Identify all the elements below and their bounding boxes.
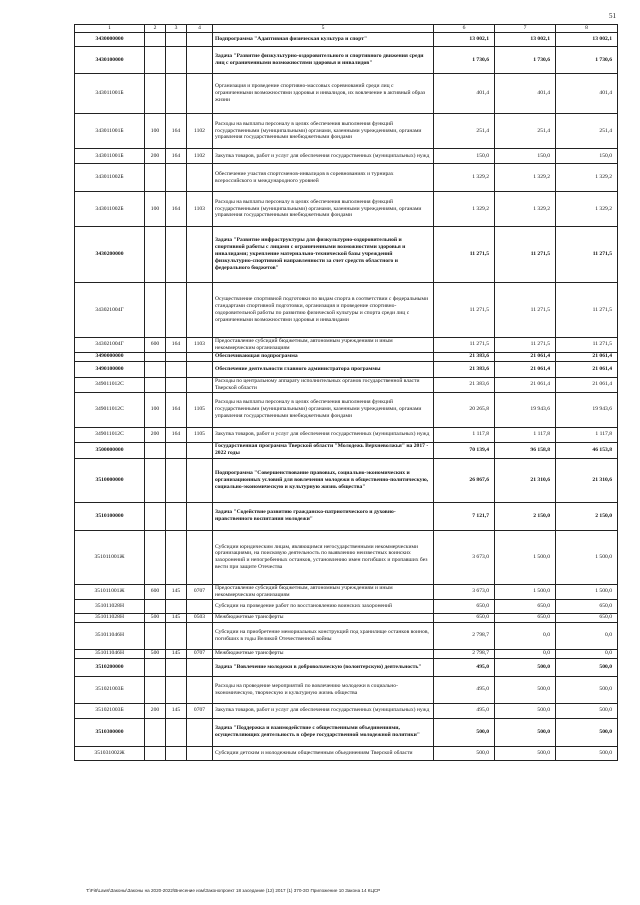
row-expense-type	[145, 502, 166, 530]
row-description: Задача "Вовлечение молодежи в добровольческую (волонтерскую) деятельность"	[213, 658, 434, 676]
row-section	[187, 442, 213, 458]
row-section: 1103	[187, 338, 213, 353]
row-amount-2021: 650,0	[495, 613, 556, 622]
table-row	[75, 33, 618, 47]
row-department	[166, 622, 187, 649]
row-amount-2022: 150,0	[556, 149, 618, 164]
row-code: 351011028Н	[75, 613, 145, 622]
row-department	[166, 352, 187, 361]
row-amount-2022: 500,0	[556, 676, 618, 703]
row-amount-2021: 11 271,5	[495, 283, 556, 338]
row-description: Обеспечивающая подпрограмма	[213, 352, 434, 361]
row-section	[187, 599, 213, 613]
row-amount-2022: 1 500,0	[556, 584, 618, 599]
row-expense-type	[145, 227, 166, 283]
row-department	[166, 47, 187, 74]
row-amount-2022: 1 117,8	[556, 427, 618, 442]
row-amount-2021: 0,0	[495, 622, 556, 649]
row-department	[166, 33, 187, 47]
row-department	[166, 227, 187, 283]
table-row	[75, 676, 618, 703]
table-row	[75, 427, 618, 442]
row-expense-type	[145, 352, 166, 361]
row-amount-2020: 1 329,2	[434, 192, 495, 227]
row-amount-2021: 401,4	[495, 74, 556, 114]
row-amount-2020: 650,0	[434, 599, 495, 613]
row-code: 3430200000	[75, 227, 145, 283]
row-code: 343011001Б	[75, 114, 145, 149]
row-description: Подпрограмма "Совершенствование правовых, социально-экономических и организационных условий для вовлечения молодежи в общественно-политическую, социально-экономическую и культурную жизнь общества"	[213, 458, 434, 502]
row-description: Задача "Содействие развитию гражданско-патриотического и духовно- нравственного воспитания молодежи"	[213, 502, 434, 530]
row-amount-2021: 21 061,4	[495, 361, 556, 377]
row-expense-type	[145, 599, 166, 613]
row-description: Субсидии на проведение работ по восстановлению воинских захоронений	[213, 599, 434, 613]
row-section	[187, 502, 213, 530]
row-expense-type: 600	[145, 338, 166, 353]
row-amount-2022: 401,4	[556, 74, 618, 114]
row-amount-2022: 2 150,0	[556, 502, 618, 530]
table-row	[75, 377, 618, 392]
row-amount-2021: 1 329,2	[495, 192, 556, 227]
row-section: 1102	[187, 149, 213, 164]
row-description: Расходы на выплаты персоналу в целях обеспечения выполнения функций государственными (муниципальными) органами, казенными учреждениями, органами управления государственными внебюджетными фондами	[213, 192, 434, 227]
row-code: 3510300000	[75, 718, 145, 746]
row-department: 164	[166, 392, 187, 427]
table-header-row	[75, 25, 618, 33]
column-number: 6	[434, 25, 495, 33]
row-section	[187, 458, 213, 502]
row-amount-2022: 21 061,4	[556, 377, 618, 392]
row-department: 145	[166, 584, 187, 599]
row-section: 0707	[187, 703, 213, 718]
row-department: 145	[166, 649, 187, 658]
row-department	[166, 283, 187, 338]
row-amount-2022: 11 271,5	[556, 338, 618, 353]
row-section	[187, 352, 213, 361]
row-code: 3500000000	[75, 442, 145, 458]
row-department: 164	[166, 338, 187, 353]
row-code: 349011012С	[75, 427, 145, 442]
table-row	[75, 149, 618, 164]
row-amount-2020: 11 271,5	[434, 227, 495, 283]
row-amount-2022: 19 943,6	[556, 392, 618, 427]
row-code: 343021004Г	[75, 283, 145, 338]
row-amount-2020: 7 121,7	[434, 502, 495, 530]
table-row	[75, 458, 618, 502]
row-amount-2022: 650,0	[556, 613, 618, 622]
row-amount-2021: 1 730,6	[495, 47, 556, 74]
row-amount-2021: 1 500,0	[495, 584, 556, 599]
row-description: Обеспечение деятельности главного администратора программы	[213, 361, 434, 377]
row-amount-2020: 2 798,7	[434, 622, 495, 649]
row-expense-type: 100	[145, 392, 166, 427]
row-description: Организация и проведение спортивно-массовых соревнований среди лиц с ограниченными возможностями здоровья и инвалидов, их вовлечение в активный образ жизни	[213, 74, 434, 114]
row-amount-2021: 21 061,4	[495, 352, 556, 361]
row-amount-2022: 0,0	[556, 649, 618, 658]
row-description: Закупка товаров, работ и услуг для обеспечения государственных (муниципальных) нужд	[213, 427, 434, 442]
table-row	[75, 584, 618, 599]
row-code: 3510200000	[75, 658, 145, 676]
row-description: Межбюджетные трансферты	[213, 613, 434, 622]
row-expense-type	[145, 283, 166, 338]
row-amount-2020: 1 730,6	[434, 47, 495, 74]
row-amount-2020: 11 271,5	[434, 338, 495, 353]
row-amount-2020: 21 383,6	[434, 377, 495, 392]
row-expense-type: 200	[145, 703, 166, 718]
row-expense-type	[145, 377, 166, 392]
row-amount-2022: 1 730,6	[556, 47, 618, 74]
row-department	[166, 599, 187, 613]
row-code: 3430100000	[75, 47, 145, 74]
row-code: 343011001Б	[75, 74, 145, 114]
table-row	[75, 352, 618, 361]
row-section	[187, 377, 213, 392]
row-code: 343011002Б	[75, 164, 145, 192]
row-code: 349011012С	[75, 377, 145, 392]
row-description: Предоставление субсидий бюджетным, автономным учреждениям и иным некоммерческим организациям	[213, 338, 434, 353]
row-amount-2020: 70 139,4	[434, 442, 495, 458]
row-amount-2021: 650,0	[495, 599, 556, 613]
row-amount-2020: 3 673,0	[434, 584, 495, 599]
row-department: 164	[166, 192, 187, 227]
row-amount-2020: 21 383,6	[434, 361, 495, 377]
row-department: 145	[166, 613, 187, 622]
row-department: 164	[166, 427, 187, 442]
row-expense-type	[145, 530, 166, 584]
row-amount-2021: 21 061,4	[495, 377, 556, 392]
row-expense-type	[145, 658, 166, 676]
row-amount-2020: 150,0	[434, 149, 495, 164]
row-section	[187, 718, 213, 746]
row-section	[187, 33, 213, 47]
table-row	[75, 718, 618, 746]
row-section	[187, 746, 213, 760]
row-department: 145	[166, 703, 187, 718]
row-section	[187, 622, 213, 649]
row-code: 343021004Г	[75, 338, 145, 353]
table-row	[75, 599, 618, 613]
row-amount-2021: 500,0	[495, 658, 556, 676]
row-amount-2020: 13 002,1	[434, 33, 495, 47]
budget-table	[74, 24, 618, 761]
row-expense-type	[145, 74, 166, 114]
row-description: Обеспечение участия спортсменов-инвалидов в соревнованиях и турнирах всероссийского и международного уровней	[213, 164, 434, 192]
row-amount-2020: 21 383,6	[434, 352, 495, 361]
column-number: 7	[495, 25, 556, 33]
table-row	[75, 613, 618, 622]
row-section: 1105	[187, 392, 213, 427]
row-department	[166, 74, 187, 114]
column-number: 1	[75, 25, 145, 33]
row-code: 351031002Ж	[75, 746, 145, 760]
row-code: 3490000000	[75, 352, 145, 361]
column-number: 4	[187, 25, 213, 33]
row-code: 351011001Ж	[75, 530, 145, 584]
row-section	[187, 164, 213, 192]
row-expense-type: 500	[145, 613, 166, 622]
table-row	[75, 502, 618, 530]
row-description: Закупка товаров, работ и услуг для обеспечения государственных (муниципальных) нужд	[213, 149, 434, 164]
table-row	[75, 622, 618, 649]
row-amount-2022: 21 310,6	[556, 458, 618, 502]
row-amount-2021: 13 002,1	[495, 33, 556, 47]
row-expense-type	[145, 33, 166, 47]
row-code: 351021003Б	[75, 676, 145, 703]
row-section: 0707	[187, 649, 213, 658]
row-amount-2022: 21 061,4	[556, 352, 618, 361]
row-code: 3510000000	[75, 458, 145, 502]
row-description: Закупка товаров, работ и услуг для обеспечения государственных (муниципальных) нужд	[213, 703, 434, 718]
row-code: 3510100000	[75, 502, 145, 530]
file-path-footer: T:\Fi6\Laws\Законы\Законы на 2020-2022\Внесение изм\Законопроект 18 заседание (12) 2017 (1) 370-ЗО Приложение 10 Закона 14 КЦСР	[86, 888, 381, 893]
row-amount-2020: 1 117,8	[434, 427, 495, 442]
column-number: 8	[556, 25, 618, 33]
row-amount-2020: 26 867,6	[434, 458, 495, 502]
row-expense-type	[145, 676, 166, 703]
row-amount-2022: 21 061,4	[556, 361, 618, 377]
table-row	[75, 74, 618, 114]
row-amount-2021: 500,0	[495, 718, 556, 746]
row-department	[166, 361, 187, 377]
row-amount-2021: 251,4	[495, 114, 556, 149]
row-amount-2020: 500,0	[434, 746, 495, 760]
row-expense-type: 100	[145, 192, 166, 227]
row-expense-type	[145, 718, 166, 746]
row-department	[166, 530, 187, 584]
table-row	[75, 392, 618, 427]
row-department	[166, 746, 187, 760]
row-amount-2021: 2 150,0	[495, 502, 556, 530]
row-amount-2022: 11 271,5	[556, 283, 618, 338]
row-description: Субсидии на приобретение мемориальных конструкций под хранилище останков воинов, погибших в годы Великой Отечественной войны	[213, 622, 434, 649]
row-amount-2022: 500,0	[556, 658, 618, 676]
row-description: Субсидии детским и молодежным общественным объединениям Тверской области	[213, 746, 434, 760]
row-department	[166, 458, 187, 502]
row-code: 351011046Н	[75, 649, 145, 658]
row-amount-2022: 46 153,8	[556, 442, 618, 458]
row-amount-2022: 251,4	[556, 114, 618, 149]
row-department	[166, 658, 187, 676]
row-amount-2022: 650,0	[556, 599, 618, 613]
row-description: Подпрограмма "Адаптивная физическая культура и спорт"	[213, 33, 434, 47]
row-department	[166, 164, 187, 192]
row-description: Межбюджетные трансферты	[213, 649, 434, 658]
row-expense-type: 100	[145, 114, 166, 149]
row-amount-2021: 500,0	[495, 746, 556, 760]
row-code: 3490100000	[75, 361, 145, 377]
row-expense-type: 200	[145, 149, 166, 164]
row-section	[187, 530, 213, 584]
row-department: 164	[166, 114, 187, 149]
row-description: Задача "Развитие физкультурно-оздоровительного и спортивного движения среди лиц с ограниченными возможностями здоровья и инвалидов"	[213, 47, 434, 74]
row-amount-2022: 500,0	[556, 746, 618, 760]
row-expense-type: 500	[145, 649, 166, 658]
row-expense-type	[145, 47, 166, 74]
row-code: 349011012С	[75, 392, 145, 427]
row-department: 164	[166, 149, 187, 164]
table-row	[75, 338, 618, 353]
column-number: 5	[213, 25, 434, 33]
row-amount-2021: 21 310,6	[495, 458, 556, 502]
table-row	[75, 361, 618, 377]
row-amount-2020: 500,0	[434, 718, 495, 746]
row-department	[166, 377, 187, 392]
row-section: 1103	[187, 192, 213, 227]
row-amount-2021: 500,0	[495, 676, 556, 703]
table-row	[75, 47, 618, 74]
row-amount-2021: 19 943,6	[495, 392, 556, 427]
row-section: 0503	[187, 613, 213, 622]
row-code: 343011001Б	[75, 149, 145, 164]
column-number: 2	[145, 25, 166, 33]
table-row	[75, 283, 618, 338]
row-description: Расходы по центральному аппарату исполнительных органов государственной власти Тверской области	[213, 377, 434, 392]
row-expense-type: 600	[145, 584, 166, 599]
row-expense-type: 200	[145, 427, 166, 442]
table-row	[75, 227, 618, 283]
row-expense-type	[145, 164, 166, 192]
row-amount-2022: 0,0	[556, 622, 618, 649]
row-amount-2022: 1 500,0	[556, 530, 618, 584]
table-row	[75, 530, 618, 584]
row-section	[187, 658, 213, 676]
row-amount-2021: 11 271,5	[495, 227, 556, 283]
table-row	[75, 746, 618, 760]
row-amount-2021: 11 271,5	[495, 338, 556, 353]
column-number: 3	[166, 25, 187, 33]
row-amount-2022: 500,0	[556, 703, 618, 718]
row-amount-2021: 0,0	[495, 649, 556, 658]
row-amount-2020: 650,0	[434, 613, 495, 622]
row-section: 0707	[187, 584, 213, 599]
row-amount-2020: 20 265,8	[434, 392, 495, 427]
row-department	[166, 502, 187, 530]
row-code: 351021003Б	[75, 703, 145, 718]
row-amount-2021: 1 117,8	[495, 427, 556, 442]
row-description: Осуществление спортивной подготовки по видам спорта в соответствии с федеральными стандартами спортивной подготовки, организация и проведение спортивно-оздоровительной работы по развитию физической культуры и спорта среди лиц с ограниченными возможностями здоровья и инвалидами	[213, 283, 434, 338]
row-section: 1105	[187, 427, 213, 442]
row-amount-2020: 1 329,2	[434, 164, 495, 192]
row-expense-type	[145, 361, 166, 377]
row-description: Предоставление субсидий бюджетным, автономным учреждениям и иным некоммерческим организациям	[213, 584, 434, 599]
row-amount-2022: 13 002,1	[556, 33, 618, 47]
row-description: Расходы на проведение мероприятий по вовлечению молодежи в социально-экономическую, творческую и культурную жизнь общества	[213, 676, 434, 703]
row-amount-2020: 495,0	[434, 703, 495, 718]
row-expense-type	[145, 458, 166, 502]
row-amount-2021: 1 500,0	[495, 530, 556, 584]
row-code: 351011001Ж	[75, 584, 145, 599]
row-section	[187, 227, 213, 283]
row-section	[187, 74, 213, 114]
row-department	[166, 442, 187, 458]
row-description: Государственная программа Тверской области "Молодежь Верхневолжья" на 2017 - 2022 годы	[213, 442, 434, 458]
row-code: 343011002Б	[75, 192, 145, 227]
row-amount-2020: 2 798,7	[434, 649, 495, 658]
page-number: 51	[609, 12, 616, 20]
table-row	[75, 164, 618, 192]
row-code: 351011028Н	[75, 599, 145, 613]
row-section	[187, 361, 213, 377]
table-row	[75, 442, 618, 458]
row-description: Субсидии юридическим лицам, являющимся негосударственными некоммерческими организациями, на поисковую деятельность по выявлению неизвестных воинских захоронений и непогребенных останков, установлению имен погибших и пропавших без вести при защите Отечества	[213, 530, 434, 584]
row-section	[187, 283, 213, 338]
row-section: 1102	[187, 114, 213, 149]
row-amount-2020: 11 271,5	[434, 283, 495, 338]
row-section	[187, 47, 213, 74]
row-description: Расходы на выплаты персоналу в целях обеспечения выполнения функций государственными (муниципальными) органами, казенными учреждениями, органами управления государственными внебюджетными фондами	[213, 114, 434, 149]
row-amount-2022: 1 329,2	[556, 164, 618, 192]
row-amount-2020: 401,4	[434, 74, 495, 114]
row-description: Задача "Развитие инфраструктуры для физкультурно-оздоровительной и спортивной работы с лицами с ограниченными возможностями здоровья и инвалидами; укрепление материально-технической базы учреждений физкультурно-спортивной направленности за счет средств областного и федерального бюджетов"	[213, 227, 434, 283]
row-amount-2020: 3 673,0	[434, 530, 495, 584]
table-row	[75, 703, 618, 718]
row-expense-type	[145, 622, 166, 649]
row-expense-type	[145, 746, 166, 760]
row-code: 3430000000	[75, 33, 145, 47]
table-row	[75, 658, 618, 676]
table-row	[75, 649, 618, 658]
row-amount-2021: 1 329,2	[495, 164, 556, 192]
row-department	[166, 718, 187, 746]
row-amount-2020: 495,0	[434, 676, 495, 703]
row-amount-2021: 96 158,8	[495, 442, 556, 458]
row-amount-2020: 495,0	[434, 658, 495, 676]
row-code: 351011046Н	[75, 622, 145, 649]
row-amount-2022: 1 329,2	[556, 192, 618, 227]
row-description: Расходы на выплаты персоналу в целях обеспечения выполнения функций государственными (муниципальными) органами, казенными учреждениями, органами управления государственными внебюджетными фондами	[213, 392, 434, 427]
row-department	[166, 676, 187, 703]
row-amount-2020: 251,4	[434, 114, 495, 149]
table-row	[75, 192, 618, 227]
row-amount-2021: 150,0	[495, 149, 556, 164]
row-amount-2022: 500,0	[556, 718, 618, 746]
row-amount-2021: 500,0	[495, 703, 556, 718]
row-section	[187, 676, 213, 703]
row-expense-type	[145, 442, 166, 458]
row-description: Задача "Поддержка и взаимодействие с общественными объединениями, осуществляющих деятельность в сфере государственной молодежной политики"	[213, 718, 434, 746]
row-amount-2022: 11 271,5	[556, 227, 618, 283]
table-row	[75, 114, 618, 149]
